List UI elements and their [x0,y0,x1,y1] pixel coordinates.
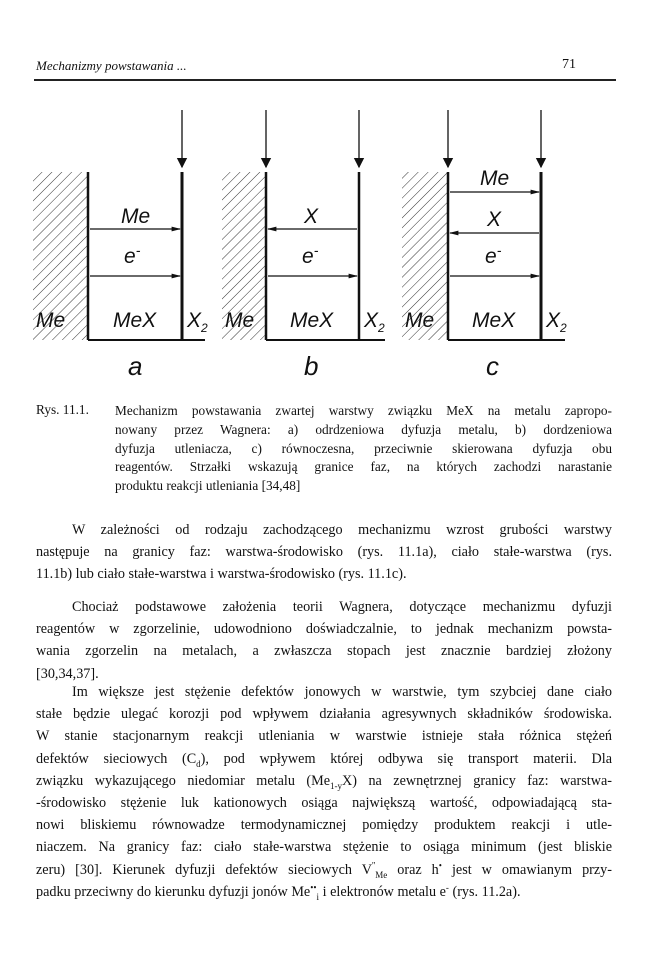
panel-b [222,110,385,381]
text-line: zeru) [30]. Kierunek dyfuzji defektów sieciowych $V''_{Me}$ oraz h• jest w omawianym przy- [36,859,613,880]
text-line: niaczem. Na granicy faz: ciało stałe-warstwa stężenie to osiąga minimum (jest bliskie [36,839,612,856]
running-title: Mechanizmy powstawania ... [36,58,187,73]
paragraph-1 [36,519,612,586]
text-line: Chociaż podstawowe założenia teorii Wagnera, dotyczące mechanizmu dyfuzji [72,599,612,615]
metal-label: Me [36,309,66,332]
text-line: reagentów w zgorzelinie, udowodniono doświadczalnie, to jednak mechanizm powsta- [36,621,612,638]
panel-c [402,110,567,381]
text-line: [30,34,37]. [36,665,99,682]
electron-label: e- [302,242,319,268]
wagner-mechanism-diagram [0,95,650,385]
oxidant-label: $X_2$ [364,309,385,335]
text-line: wania zgorzelin na metalach, a zwłaszcza stopach jest znacznie bardziej złożony [36,643,612,660]
text-line: padku przeciwny do kierunku dyfuzji jonów $Me^{••}_i$ i elektronów metalu e- (rys. 11.2a). [36,882,521,902]
caption-line: nowany przez Wagnera: a) odrdzeniowa dyfuzja metalu, b) dordzeniowa [115,421,612,437]
oxidant-label: $X_2$ [187,309,208,335]
text-line: Im większe jest stężenie defektów jonowych w warstwie, tym szybciej dane ciało [72,684,612,700]
layer-label: MeX [113,309,157,332]
text-line: 11.1b) lub ciało stałe-warstwa i warstwa-środowisko (rys. 11.1c). [36,566,407,583]
text-line: defektów sieciowych $(C_d)$, pod wpływem której odbywa się transport materii. Dla [36,750,612,769]
ion-label: Me [121,205,151,228]
panel-label-a: a [128,351,143,381]
text-line: W stanie stacjonarnym reakcji utleniania w warstwie istnieje stała różnica stężeń [36,728,612,745]
caption-line: produktu reakcji utleniania [34,48] [115,478,301,494]
text-line: W zależności od rodzaju zachodzącego mechanizmu wzrost grubości warstwy [72,522,612,538]
x-label: X [304,205,319,228]
figure-caption [115,402,612,496]
figure-number: Rys. 11.1. [36,402,89,417]
paragraph-3 [36,681,612,903]
text-line: następuje na granicy faz: warstwa-środowisko (rys. 11.1a), ciało stałe-warstwa (rys. [36,544,612,561]
x-label: X [487,208,502,231]
ion-label: Me [480,167,510,190]
header-rule [34,79,616,81]
panel-label-b: b [304,351,319,381]
caption-line: dyfuzja utleniacza, c) równoczesna, przeciwnie skierowana dyfuzja obu [115,440,612,456]
electron-label: e- [124,242,141,268]
panel-label-c: c [486,351,499,381]
text-line: -środowisko stężenie luk kationowych osiąga największą wartość, odpowiadającą sta- [36,795,612,812]
layer-label: MeX [472,309,516,332]
paragraph-2 [36,596,612,685]
oxidant-label: $X_2$ [546,309,567,335]
text-line: związku wykazującego niedomiar metalu $(Me_{1-y}X)$ na zewnętrznej granicy faz: warstwa- [36,772,612,791]
metal-label: Me [405,309,435,332]
text-line: nowi bliskiemu równowadze termodynamicznej pomiędzy produktem reakcji i utle- [36,817,612,834]
text-line: stałe będzie ulegać korozji pod wpływem działania agresywnych składników środowiska. [36,706,612,723]
panel-a [33,110,208,381]
metal-label: Me [225,309,255,332]
electron-label: e- [485,242,502,268]
page-number: 71 [562,57,576,72]
layer-label: MeX [290,309,334,332]
caption-line: reagentów. Strzałki wskazują granice faz, na których zachodzi narastanie [115,459,612,475]
caption-line: Mechanizm powstawania zwartej warstwy związku MeX na metalu zapropo- [115,403,612,418]
